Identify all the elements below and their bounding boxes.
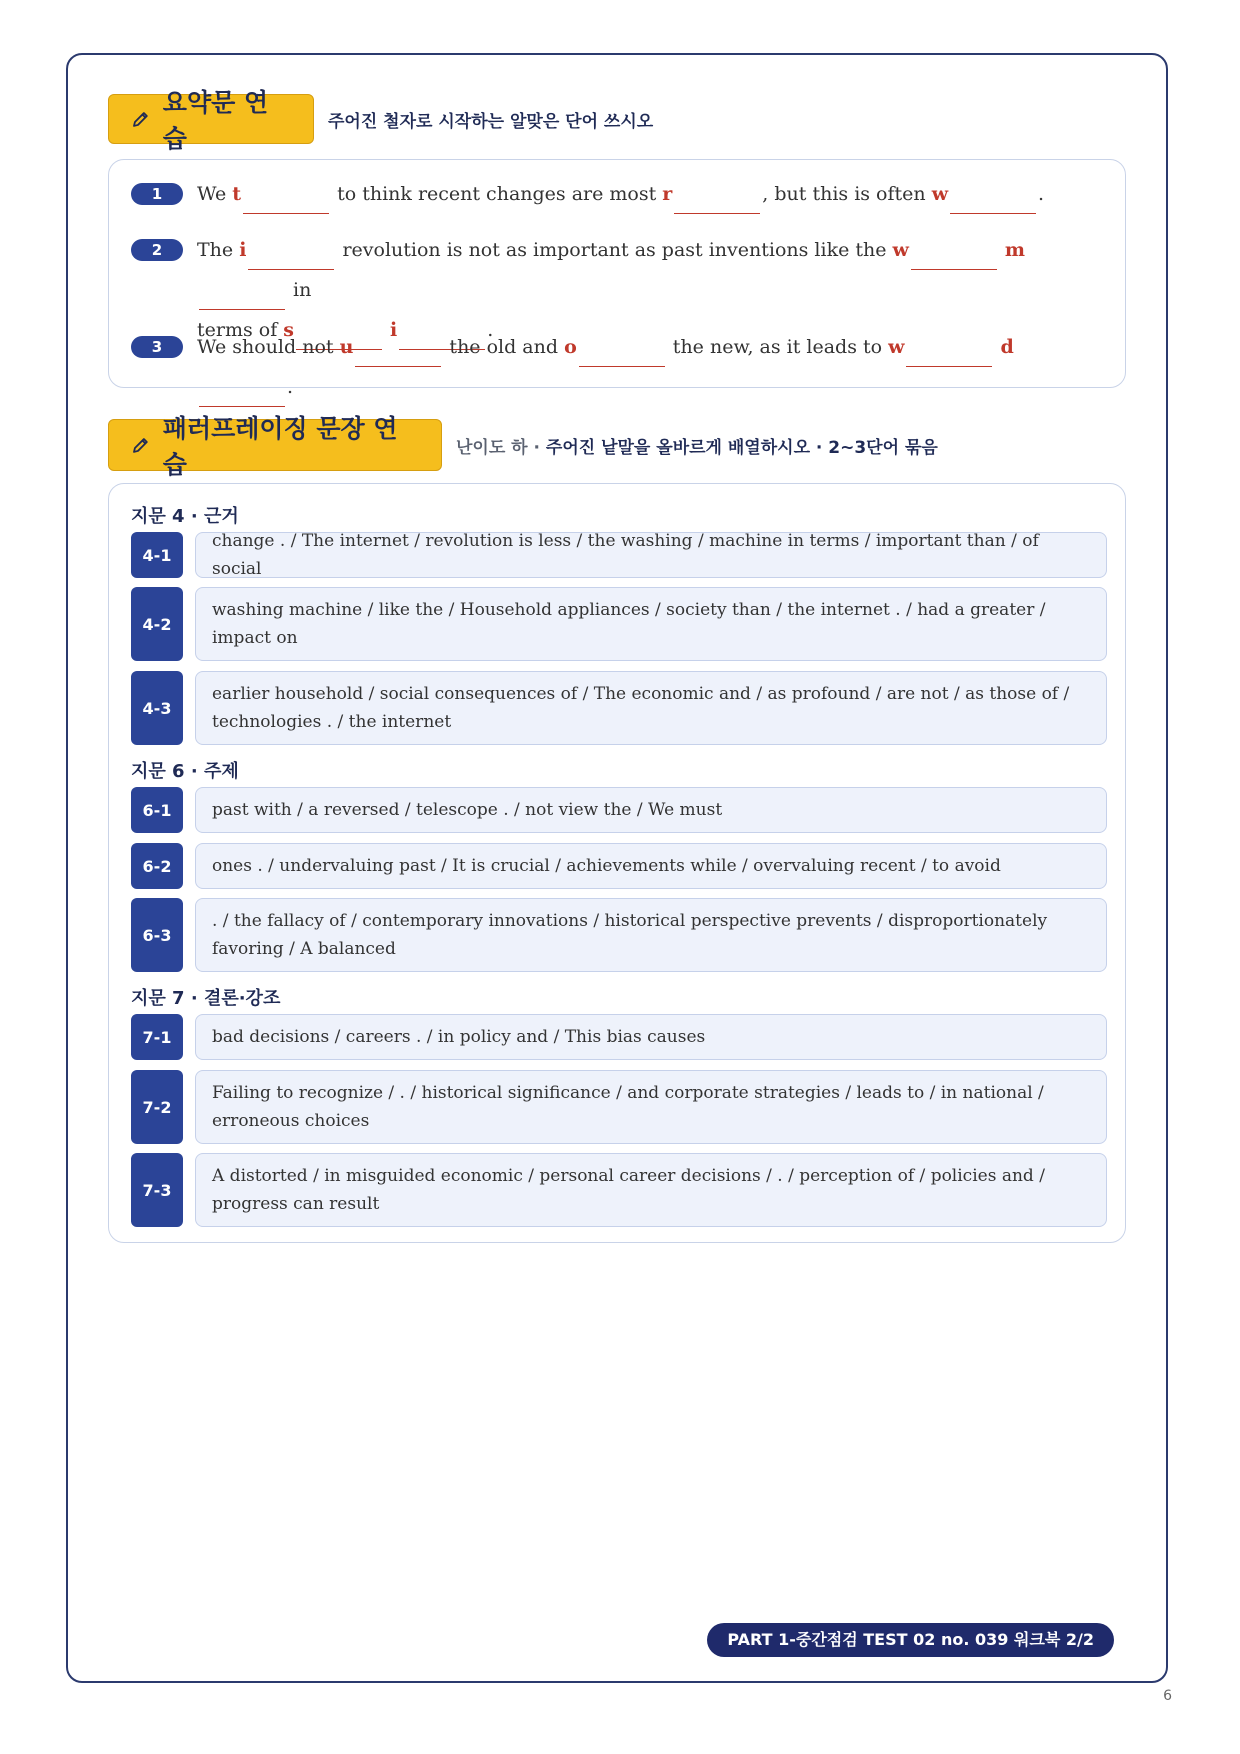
item-id-badge: 7-3	[131, 1153, 183, 1227]
answer-blank[interactable]	[199, 277, 285, 310]
group-label: 지문 4 · 근거	[131, 506, 239, 527]
word-chunks: . / the fallacy of / contemporary innovations / historical perspective prevents / disproportionately favoring / A balanced	[195, 898, 1107, 972]
group-label: 지문 6 · 주제	[131, 761, 239, 782]
footer-label: PART 1-중간점검 TEST 02 no. 039 워크북 2/2	[707, 1623, 1114, 1657]
word-chunks: change . / The internet / revolution is less / the washing / machine in terms / important than / of social	[195, 532, 1107, 578]
hint-letter: s	[283, 319, 294, 341]
difficulty-label: 난이도 하 ·	[456, 437, 540, 458]
hint-letter: m	[1004, 239, 1026, 261]
item-id-badge: 4-1	[131, 532, 183, 578]
summary-item-number: 1	[131, 183, 183, 205]
word-chunks: past with / a reversed / telescope . / not view the / We must	[195, 787, 1107, 833]
answer-blank[interactable]	[355, 334, 441, 367]
group-label: 지문 7 · 결론·강조	[131, 988, 281, 1009]
answer-blank[interactable]	[674, 181, 760, 214]
hint-letter: w	[888, 336, 905, 358]
word-chunks: earlier household / social consequences of / The economic and / as profound / are not / as those of / technologies . / the internet	[195, 671, 1107, 745]
answer-blank[interactable]	[579, 334, 665, 367]
answer-blank[interactable]	[248, 237, 334, 270]
paraphrase-section-tag	[108, 414, 442, 479]
summary-section-tag	[108, 88, 314, 153]
summary-section-header	[108, 88, 654, 153]
summary-section-title: 요약문 연습	[162, 88, 269, 153]
summary-instruction: 주어진 철자로 시작하는 알맞은 단어 쓰시오	[328, 111, 654, 132]
hint-letter: w	[931, 183, 949, 205]
item-id-badge: 6-2	[131, 843, 183, 889]
word-chunks: washing machine / like the / Household appliances / society than / the internet . / had a greater / impact on	[195, 587, 1107, 661]
summary-box: 1 We t to think recent changes are most r , but this is often w . 2 The i revolution is not as important as past inventions like the w min terms of s i . 3 We should not u the old and o the new, as it leads to w d.	[108, 159, 1126, 388]
hint-letter: w	[892, 239, 909, 261]
hint-letter: d	[1000, 336, 1014, 358]
page-number: 6	[1163, 1688, 1172, 1704]
hint-letter: i	[389, 319, 398, 341]
word-chunks: bad decisions / careers . / in policy and / This bias causes	[195, 1014, 1107, 1060]
answer-blank[interactable]	[199, 374, 285, 407]
answer-blank[interactable]	[243, 181, 329, 214]
item-id-badge: 7-2	[131, 1070, 183, 1144]
answer-blank[interactable]	[906, 334, 992, 367]
paraphrase-box	[108, 483, 1126, 1243]
paraphrase-section-title: 패러프레이징 문장 연습	[162, 414, 398, 479]
item-id-badge: 6-1	[131, 787, 183, 833]
pencil-icon	[131, 435, 151, 455]
paraphrase-instruction: 난이도 하 · 주어진 낱말을 올바르게 배열하시오 · 2~3단어 묶음	[456, 437, 938, 458]
hint-letter: t	[232, 183, 242, 205]
item-id-badge: 4-2	[131, 587, 183, 661]
answer-blank[interactable]	[911, 237, 997, 270]
hint-letter: u	[339, 336, 354, 358]
summary-item-number: 2	[131, 239, 183, 261]
answer-blank[interactable]	[950, 181, 1036, 214]
word-chunks: Failing to recognize / . / historical significance / and corporate strategies / leads to / in national / erroneous choices	[195, 1070, 1107, 1144]
word-chunks: A distorted / in misguided economic / personal career decisions / . / perception of / policies and / progress can result	[195, 1153, 1107, 1227]
item-id-badge: 6-3	[131, 898, 183, 972]
summary-item-number: 3	[131, 336, 183, 358]
paraphrase-section-header	[108, 414, 938, 479]
hint-letter: i	[239, 239, 247, 261]
word-chunks: ones . / undervaluing past / It is crucial / achievements while / overvaluing recent / to avoid	[195, 843, 1107, 889]
hint-letter: r	[662, 183, 673, 205]
item-id-badge: 4-3	[131, 671, 183, 745]
hint-letter: o	[564, 336, 577, 358]
pencil-icon	[131, 109, 151, 129]
item-id-badge: 7-1	[131, 1014, 183, 1060]
